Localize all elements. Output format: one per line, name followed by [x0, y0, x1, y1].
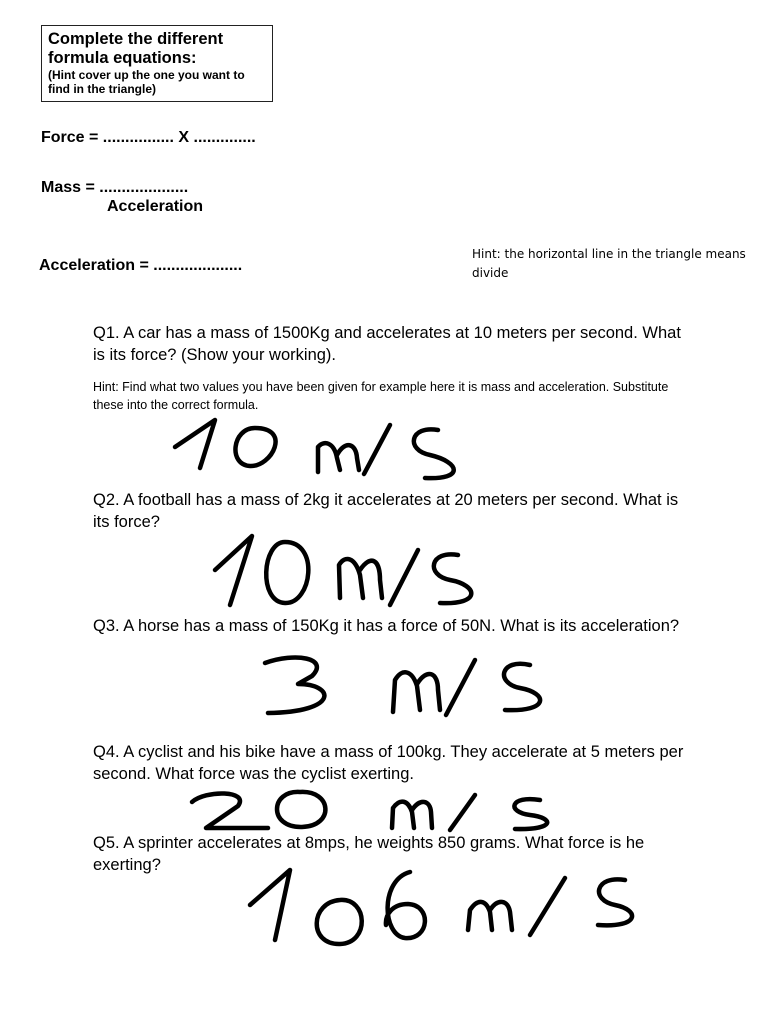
- answer-2-handwriting: [215, 536, 471, 605]
- force-formula: Force = ................ X ..............: [41, 129, 256, 146]
- instructions-hint: (Hint cover up the one you want to find in the triangle): [48, 68, 245, 96]
- question-4: Q4. A cyclist and his bike have a mass of 100kg. They accelerate at 5 meters per second. What force was the cyclist exerting.: [93, 743, 684, 783]
- answer-1-handwriting: [175, 420, 454, 478]
- question-1-hint: Hint: Find what two values you have been given for example here it is mass and acceleration. Substitute these into the correct formula.: [93, 380, 669, 412]
- answer-5-handwriting: [250, 870, 632, 944]
- instructions-title: Complete the different formula equations:: [48, 30, 224, 67]
- mass-formula-denominator: Acceleration: [107, 198, 204, 215]
- question-1: Q1. A car has a mass of 1500Kg and accelerates at 10 meters per second. What is its force? (Show your working).: [93, 324, 681, 364]
- mass-formula-numerator: Mass = ....................: [41, 179, 189, 196]
- question-5: Q5. A sprinter accelerates at 8mps, he weights 850 grams. What force is he exerting?: [93, 834, 645, 874]
- triangle-hint: Hint: the horizontal line in the triangle means divide: [472, 247, 746, 280]
- answer-4-handwriting: [192, 792, 547, 830]
- question-2: Q2. A football has a mass of 2kg it accelerates at 20 meters per second. What is its force?: [93, 491, 679, 531]
- answer-3-handwriting: [265, 657, 540, 715]
- instructions-box: [41, 25, 273, 102]
- acceleration-formula: Acceleration = ....................: [39, 257, 243, 274]
- question-3: Q3. A horse has a mass of 150Kg it has a force of 50N. What is its acceleration?: [93, 617, 680, 635]
